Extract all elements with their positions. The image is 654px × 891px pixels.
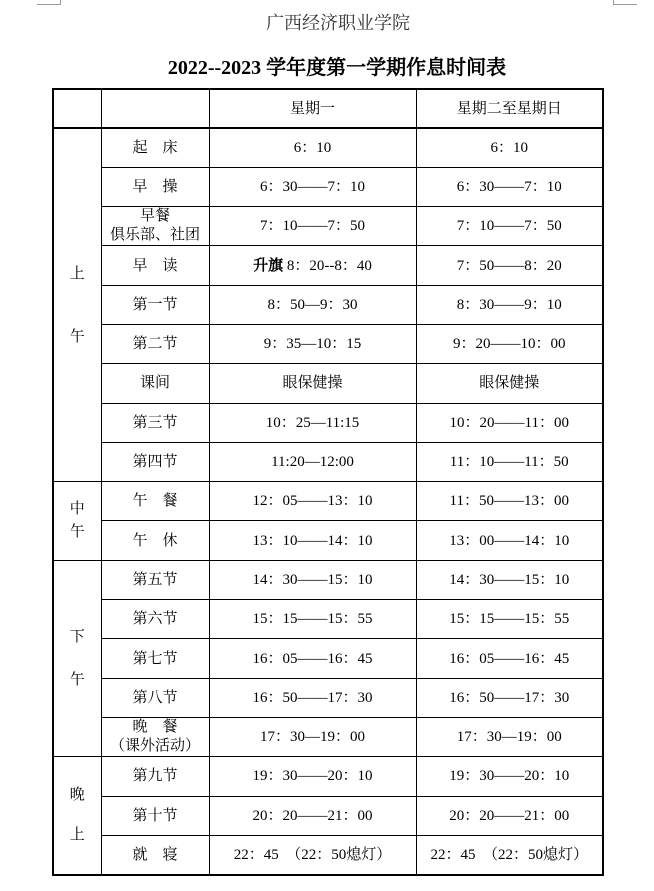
period-char: 午 — [69, 672, 85, 688]
activity-cell: 午 休 — [101, 521, 209, 560]
activity-cell: 第五节 — [101, 560, 209, 599]
monday-cell: 15：15——15：55 — [209, 600, 416, 639]
monday-cell: 6：30——7：10 — [209, 167, 416, 206]
table-row — [53, 796, 603, 835]
tue-sun-cell: 11：10——11：50 — [416, 442, 603, 481]
monday-cell: 眼保健操 — [209, 364, 416, 403]
tue-sun-cell: 10：20——11：00 — [416, 403, 603, 442]
table-row — [53, 246, 603, 285]
tue-sun-cell: 眼保健操 — [416, 364, 603, 403]
table-row — [53, 167, 603, 206]
monday-cell: 7：10——7：50 — [209, 207, 416, 246]
monday-cell: 20：20——21：00 — [209, 796, 416, 835]
monday-cell: 8：50—9：30 — [209, 285, 416, 324]
table-row — [53, 835, 603, 874]
tue-sun-cell: 20：20——21：00 — [416, 796, 603, 835]
activity-cell: 课间 — [101, 364, 209, 403]
table-row — [53, 207, 603, 246]
table-row — [53, 324, 603, 363]
crop-mark-top-left-h — [37, 4, 61, 5]
monday-cell: 13：10——14：10 — [209, 521, 416, 560]
table-row — [53, 600, 603, 639]
period-char: 上 — [69, 265, 85, 282]
table-row — [53, 128, 603, 167]
activity-cell: 第七节 — [101, 639, 209, 678]
tue-sun-cell: 7：10——7：50 — [416, 207, 603, 246]
monday-cell: 10：25—11:15 — [209, 403, 416, 442]
activity-cell: 第三节 — [101, 403, 209, 442]
period-char: 中 — [69, 501, 85, 518]
activity-cell: 第九节 — [101, 757, 209, 796]
activity-cell: 就 寝 — [101, 835, 209, 874]
period-afternoon — [53, 560, 101, 756]
crop-mark-top-left-v — [60, 0, 61, 5]
monday-time: 8：20--8：40 — [283, 257, 372, 274]
table-row — [53, 521, 603, 560]
activity-line2: （课外活动） — [109, 738, 200, 755]
crop-mark-top-right-h — [613, 4, 637, 5]
table-row — [53, 639, 603, 678]
header-monday: 星期一 — [209, 89, 416, 128]
activity-line1: 晚 餐 — [132, 719, 178, 736]
period-morning — [53, 128, 101, 482]
tue-sun-cell: 22：45 （22：50熄灯） — [416, 835, 603, 874]
tue-sun-cell: 8：30——9：10 — [416, 285, 603, 324]
tue-sun-cell: 6：30——7：10 — [416, 167, 603, 206]
header-period — [53, 89, 101, 128]
table-row — [53, 442, 603, 481]
period-char: 午 — [69, 328, 85, 345]
activity-cell: 起 床 — [101, 128, 209, 167]
flag-raising-label: 升旗 — [253, 257, 284, 274]
activity-cell: 早 读 — [101, 246, 209, 285]
monday-cell: 14：30——15：10 — [209, 560, 416, 599]
table-row — [53, 678, 603, 717]
header-row — [53, 89, 603, 128]
monday-cell: 22：45 （22：50熄灯） — [209, 835, 416, 874]
header-tue-sun: 星期二至星期日 — [416, 89, 603, 128]
document-title: 2022--2023 学年度第一学期作息时间表 — [167, 57, 507, 79]
header-activity — [101, 89, 209, 128]
period-char: 午 — [69, 524, 85, 541]
table-row — [53, 717, 603, 756]
period-char: 下 — [69, 629, 85, 645]
activity-cell — [101, 207, 209, 246]
activity-cell — [101, 717, 209, 756]
table-row — [53, 364, 603, 403]
tue-sun-cell: 7：50——8：20 — [416, 246, 603, 285]
monday-cell: 11:20—12:00 — [209, 442, 416, 481]
period-noon — [53, 482, 101, 561]
table-row — [53, 285, 603, 324]
tue-sun-cell: 19：30——20：10 — [416, 757, 603, 796]
tue-sun-cell: 9：20——10：00 — [416, 324, 603, 363]
tue-sun-cell: 17：30—19：00 — [416, 717, 603, 756]
activity-cell: 第一节 — [101, 285, 209, 324]
activity-cell: 第四节 — [101, 442, 209, 481]
activity-cell: 第六节 — [101, 600, 209, 639]
institution-name: 广西经济职业学院 — [266, 13, 410, 33]
tue-sun-cell: 14：30——15：10 — [416, 560, 603, 599]
activity-line2: 俱乐部、社团 — [109, 227, 200, 244]
tue-sun-cell: 15：15——15：55 — [416, 600, 603, 639]
tue-sun-cell: 11：50——13：00 — [416, 482, 603, 521]
period-char: 上 — [69, 827, 85, 844]
activity-line1: 早餐 — [139, 208, 170, 225]
monday-cell: 9：35—10：15 — [209, 324, 416, 363]
monday-cell: 17：30—19：00 — [209, 717, 416, 756]
tue-sun-cell: 16：50——17：30 — [416, 678, 603, 717]
tue-sun-cell: 13：00——14：10 — [416, 521, 603, 560]
table-row — [53, 757, 603, 796]
table-row — [53, 403, 603, 442]
monday-cell: 12：05——13：10 — [209, 482, 416, 521]
tue-sun-cell: 16：05——16：45 — [416, 639, 603, 678]
tue-sun-cell: 6：10 — [416, 128, 603, 167]
period-evening — [53, 757, 101, 875]
activity-cell: 第二节 — [101, 324, 209, 363]
table-row — [53, 560, 603, 599]
monday-cell: 16：50——17：30 — [209, 678, 416, 717]
period-char: 晚 — [69, 787, 85, 804]
schedule-table — [52, 88, 604, 876]
monday-cell: 16：05——16：45 — [209, 639, 416, 678]
activity-cell: 早 操 — [101, 167, 209, 206]
activity-cell: 第八节 — [101, 678, 209, 717]
activity-cell: 午 餐 — [101, 482, 209, 521]
table-row — [53, 482, 603, 521]
monday-cell: 6：10 — [209, 128, 416, 167]
monday-cell: 19：30——20：10 — [209, 757, 416, 796]
monday-cell — [209, 246, 416, 285]
activity-cell: 第十节 — [101, 796, 209, 835]
